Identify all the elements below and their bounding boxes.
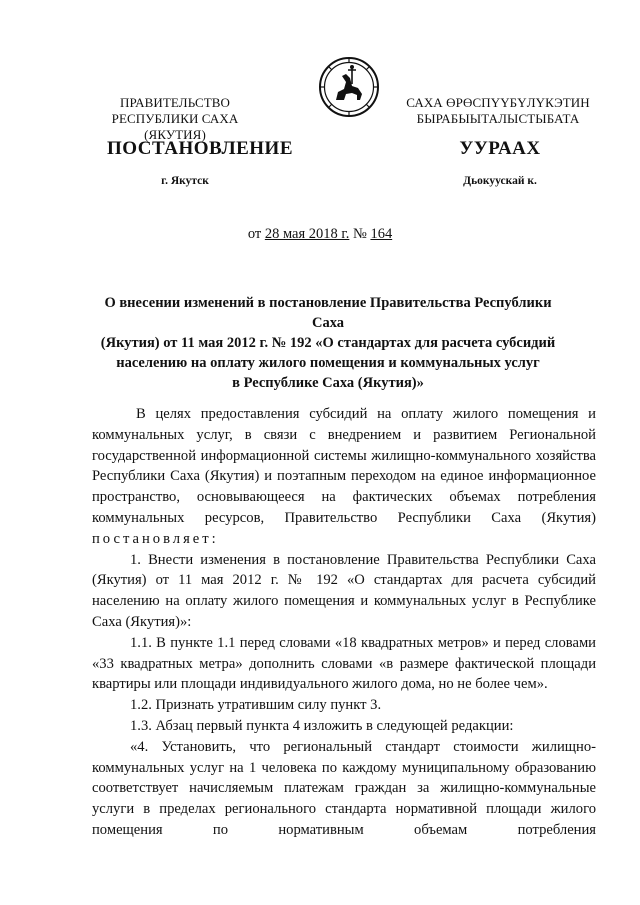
number-prefix: №	[349, 226, 371, 242]
title-line3: населению на оплату жилого помещения и коммунальных услуг	[116, 355, 540, 371]
date-prefix: от	[247, 226, 265, 242]
paragraph-item-1-1: 1.1. В пункте 1.1 перед словами «18 квадратных метров» и перед словами «33 квадратных метра» дополнить словами «в размере фактической площади квартиры или площади индивидуального жилого дома, но не более чем».	[92, 634, 596, 693]
paragraph-item-1: 1. Внести изменения в постановление Правительства Республики Саха (Якутия) от 11 мая 2012 г. № 192 «О стандартах для расчета субсидий населению на оплату жилого помещения и коммунальных услуг в Республике Саха (Якутия)»:	[92, 551, 596, 630]
date-and-number-line	[160, 226, 480, 243]
preamble-text: В целях предоставления субсидий на оплату жилого помещения и коммунальных услуг, в связи с внедрением и развитием Региональной государственной информационной системы жилищно-коммунального хозяйства Республики Саха (Якутия) и поэтапным переходом на единое информационное пространство, основывающееся на фактических объемах потребления коммунальных ресурсов, Правительство Республики Саха (Якутия)	[92, 406, 596, 526]
paragraph-quote-item-4: «4. Установить, что региональный стандарт стоимости жилищно-коммунальных услуг на 1 человека по каждому муниципальному образованию соответствует начисляемым платежам граждан за жилищно-коммунальные услуги в пределах регионального стандарта нормативной площади жилого помещения по нормативным объемам потребления	[92, 738, 596, 838]
title-line4: в Республике Саха (Якутия)»	[232, 375, 424, 391]
right-organization-name	[395, 95, 601, 127]
left-org-line1: ПРАВИТЕЛЬСТВО	[119, 95, 231, 110]
right-doc-type: УУРААХ	[459, 138, 541, 159]
left-organization-name	[80, 95, 270, 143]
left-org-line2: РЕСПУБЛИКИ САХА (ЯКУТИЯ)	[111, 111, 239, 142]
coat-of-arms-emblem	[318, 56, 380, 118]
right-city: Дьокуускай к.	[463, 175, 537, 187]
document-date: 28 мая 2018 г.	[264, 226, 350, 242]
right-org-line2: БЫРАБЫЫТАЛЫСТЫБАТА	[416, 111, 580, 126]
document-title	[88, 293, 568, 393]
document-number: 164	[370, 226, 393, 242]
document-body	[92, 404, 596, 841]
title-line1: О внесении изменений в постановление Правительства Республики Саха	[104, 295, 552, 331]
decree-word: постановляет:	[92, 530, 219, 547]
title-line2: (Якутия) от 11 мая 2012 г. № 192 «О стандартах для расчета субсидий	[100, 335, 556, 351]
right-org-line1: САХА ӨРӨСПҮҮБҮЛҮКЭТИН	[406, 95, 590, 110]
paragraph-item-1-3: 1.3. Абзац первый пункта 4 изложить в следующей редакции:	[130, 717, 514, 734]
paragraph-preamble	[92, 404, 596, 550]
left-city: г. Якутск	[161, 175, 209, 187]
paragraph-item-1-2: 1.2. Признать утратившим силу пункт 3.	[130, 697, 382, 714]
left-doc-type: ПОСТАНОВЛЕНИЕ	[106, 138, 294, 159]
